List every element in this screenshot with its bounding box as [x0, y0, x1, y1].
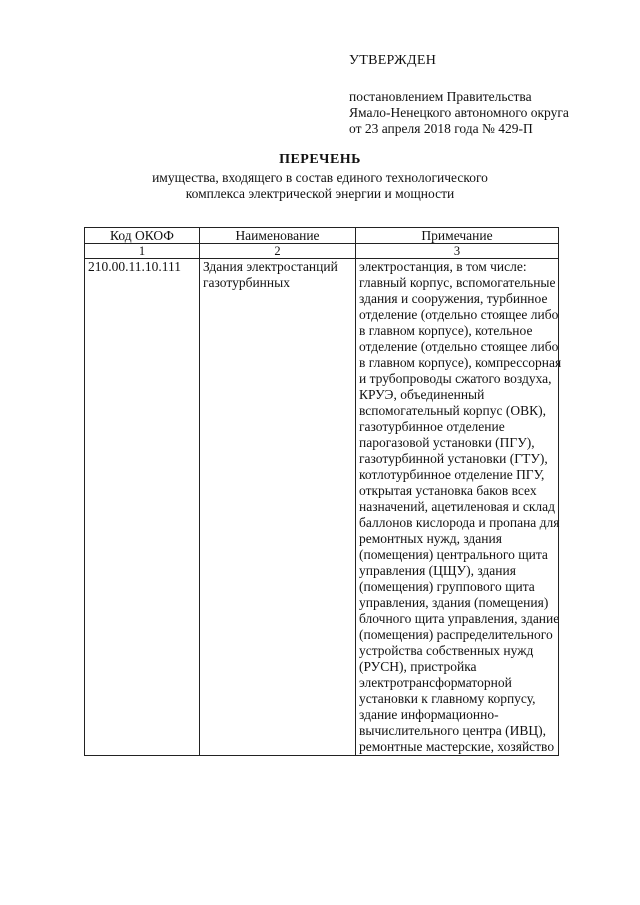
note-line: управления, здания (помещения) — [359, 595, 549, 610]
table-header-row — [85, 228, 559, 244]
note-line: котлотурбинное отделение ПГУ, — [359, 467, 545, 482]
property-table — [84, 227, 562, 756]
header-note: Примечание — [356, 228, 559, 244]
decree-line: от 23 апреля 2018 года № 429-П — [349, 121, 533, 136]
note-line: в главном корпусе), котельное — [359, 323, 533, 338]
note-line: открытая установка баков всех — [359, 483, 537, 498]
approved-stamp: УТВЕРЖДЕН — [349, 53, 437, 68]
note-line: управления (ЦЩУ), здания — [359, 563, 516, 578]
note-line: устройства собственных нужд — [359, 643, 534, 658]
column-number: 1 — [85, 244, 200, 259]
header-name: Наименование — [200, 228, 356, 244]
okof-code-cell: 210.00.11.10.111 — [85, 259, 200, 756]
subtitle-line: имущества, входящего в состав единого технологического — [152, 170, 488, 185]
table-number-row — [85, 244, 559, 259]
note-line: (помещения) группового щита — [359, 579, 535, 594]
column-number: 3 — [356, 244, 559, 259]
note-line: вычислительного центра (ИВЦ), — [359, 723, 546, 738]
name-line: Здания электростанций — [203, 259, 338, 274]
note-line: установки к главному корпусу, — [359, 691, 536, 706]
subtitle-line: комплекса электрической энергии и мощности — [185, 186, 455, 201]
name-cell — [200, 259, 356, 756]
table-row — [85, 259, 559, 756]
note-line: ремонтных нужд, здания — [359, 531, 502, 546]
note-line: отделение (отдельно стоящее либо — [359, 307, 559, 322]
note-line: здание информационно- — [359, 707, 499, 722]
note-line: (помещения) распределительного — [359, 627, 553, 642]
note-line: электротрансформаторной — [359, 675, 512, 690]
note-line: (помещения) центрального щита — [359, 547, 548, 562]
note-line: КРУЭ, объединенный — [359, 387, 485, 402]
note-line: назначений, ацетиленовая и склад — [359, 499, 555, 514]
note-line: газотурбинной установки (ГТУ), — [359, 451, 548, 466]
note-line: отделение (отдельно стоящее либо — [359, 339, 559, 354]
note-line: и трубопроводы сжатого воздуха, — [359, 371, 552, 386]
document-title: ПЕРЕЧЕНЬ — [279, 152, 361, 167]
column-number: 2 — [200, 244, 356, 259]
note-cell — [356, 259, 562, 756]
note-line: парогазовой установки (ПГУ), — [359, 435, 535, 450]
document-subtitle — [0, 170, 640, 202]
note-line: в главном корпусе), компрессорная — [359, 355, 562, 370]
note-line: электростанция, в том числе: — [359, 259, 527, 274]
header-okof-code: Код ОКОФ — [85, 228, 200, 244]
note-line: вспомогательный корпус (ОВК), — [359, 403, 546, 418]
decree-reference — [349, 89, 569, 137]
note-line: газотурбинное отделение — [359, 419, 505, 434]
note-line: блочного щита управления, здание — [359, 611, 560, 626]
note-line: главный корпус, вспомогательные — [359, 275, 556, 290]
note-line: ремонтные мастерские, хозяйство — [359, 739, 555, 754]
decree-line: постановлением Правительства — [349, 89, 532, 104]
name-line: газотурбинных — [203, 275, 290, 290]
decree-line: Ямало-Ненецкого автономного округа — [349, 105, 569, 120]
note-line: баллонов кислорода и пропана для — [359, 515, 560, 530]
note-line: (РУСН), пристройка — [359, 659, 477, 674]
note-line: здания и сооружения, турбинное — [359, 291, 548, 306]
